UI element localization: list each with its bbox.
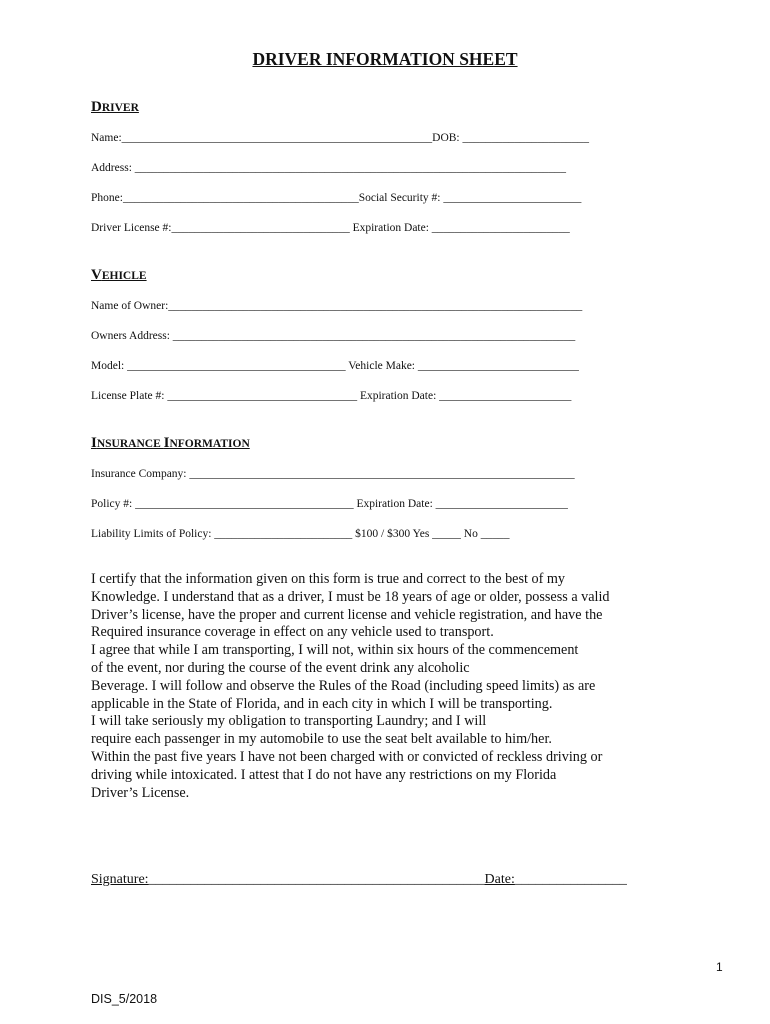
liability-limits-field[interactable]: Liability Limits of Policy: ________________________ $100 / $300 Yes _____ No _____ (91, 528, 510, 540)
certification-line: Within the past five years I have not been charged with or convicted of reckless driving or (91, 748, 603, 765)
phone-ssn-field[interactable]: Phone:_________________________________________Social Security #: ________________________ (91, 192, 582, 204)
certification-line: of the event, nor during the course of the event drink any alcoholic (91, 659, 470, 676)
certification-line: Driver’s License. (91, 784, 190, 801)
heading-rest: NFORMATION (169, 438, 250, 450)
heading-rest: RIVER (101, 102, 139, 114)
certification-line: driving while intoxicated. I attest that I do not have any restrictions on my Florida (91, 766, 557, 783)
heading-rest: EHICLE (101, 270, 147, 282)
footer-code: DIS_5/2018 (91, 992, 158, 1006)
page-title: DRIVER INFORMATION SHEET (252, 49, 518, 69)
page-number: 1 (716, 960, 723, 974)
signature-field[interactable]: ________________________________________________ (148, 872, 485, 887)
section-heading-insurance (91, 435, 250, 452)
certification-line: Knowledge. I understand that as a driver, I must be 18 years of age or older, possess a valid (91, 588, 610, 605)
date-label: Date: (484, 872, 515, 887)
owner-address-field[interactable]: Owners Address: ______________________________________________________________________ (91, 330, 576, 342)
certification-line: Beverage. I will follow and observe the Rules of the Road (including speed limits) as are (91, 677, 596, 694)
certification-line: Driver’s license, have the proper and current license and vehicle registration, and have the (91, 606, 603, 623)
owner-name-field[interactable]: Name of Owner:________________________________________________________________________ (91, 300, 583, 312)
heading-rest: NSURANCE (96, 438, 164, 450)
heading-initial: D (91, 99, 102, 115)
driver-license-field[interactable]: Driver License #:_______________________________ Expiration Date: ________________________ (91, 222, 570, 234)
heading-initial: I (91, 435, 97, 451)
insurance-company-field[interactable]: Insurance Company: ___________________________________________________________________ (91, 468, 575, 480)
certification-line: applicable in the State of Florida, and in each city in which I will be transporting. (91, 695, 553, 712)
name-dob-field[interactable]: Name:______________________________________________________DOB: ______________________ (91, 132, 590, 144)
address-field[interactable]: Address: ___________________________________________________________________________ (91, 162, 567, 174)
model-make-field[interactable]: Model: ______________________________________ Vehicle Make: ____________________________ (91, 360, 579, 372)
date-field[interactable]: ________________ (514, 872, 627, 887)
license-plate-field[interactable]: License Plate #: _________________________________ Expiration Date: _______________________ (91, 390, 572, 402)
section-heading-driver (91, 99, 139, 116)
section-heading-vehicle (91, 267, 147, 284)
policy-number-field[interactable]: Policy #: ______________________________________ Expiration Date: _______________________ (91, 498, 568, 510)
certification-line: I certify that the information given on this form is true and correct to the best of my (91, 571, 565, 587)
signature-row (91, 872, 627, 888)
certification-text (91, 571, 691, 802)
certification-line: I will take seriously my obligation to transporting Laundry; and I will (91, 713, 487, 730)
heading-initial: I (163, 435, 170, 451)
heading-initial: V (91, 267, 102, 283)
signature-label: Signature: (91, 872, 149, 887)
certification-line: Required insurance coverage in effect on any vehicle used to transport. (91, 624, 494, 641)
certification-line: require each passenger in my automobile to use the seat belt available to him/her. (91, 731, 552, 748)
certification-line: I agree that while I am transporting, I will not, within six hours of the commencement (91, 642, 579, 659)
